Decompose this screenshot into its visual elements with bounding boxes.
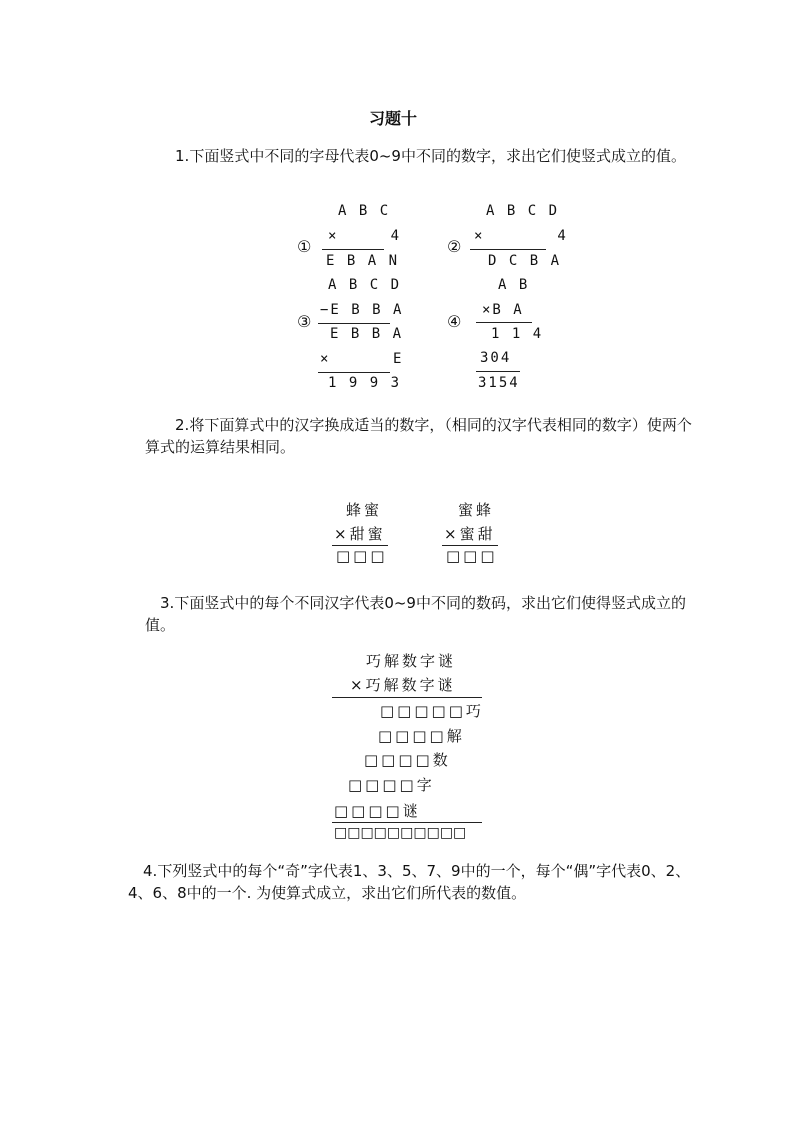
problem-2-text <box>145 414 705 458</box>
figure-2b-row-1: 蜜蜂 <box>458 501 495 519</box>
figure-1-row-2: × 4 <box>328 228 402 244</box>
figure-2-row-3: D C B A <box>488 253 562 269</box>
problem-number: 3. <box>160 594 175 612</box>
figure-2a-rule <box>332 545 388 546</box>
figure-1-row-3: E B A N <box>326 253 400 269</box>
figure-2a-row-3: □□□ <box>336 547 388 565</box>
figure-3x-rule-1 <box>332 697 482 698</box>
figure-label-1: ① <box>297 237 312 256</box>
problem-statement: 下面竖式中的每个不同汉字代表0~9中不同的数码，求出它们使得竖式成立的值。 <box>145 594 686 634</box>
figure-2a-row-1: 蜂蜜 <box>346 501 383 519</box>
page-title: 习题十 <box>369 109 418 128</box>
figure-4-rule-1 <box>476 322 532 323</box>
figure-label-4: ④ <box>447 312 462 331</box>
figure-2-row-2: × 4 <box>474 228 568 244</box>
figure-4-row-3: 1 1 4 <box>491 326 544 342</box>
problem-statement: 将下面算式中的汉字换成适当的数字，（相同的汉字代表相同的数字）使两个算式的运算结果相同。 <box>145 416 692 456</box>
figure-3-rule-1 <box>318 323 390 324</box>
figure-4-row-2: ×B A <box>482 302 524 318</box>
figure-3-rule-2 <box>318 372 390 373</box>
figure-3-row-2: −E B B A <box>320 302 404 318</box>
figure-label-3: ③ <box>297 312 312 331</box>
figure-3x-row-8: □□□□□□□□□□ <box>334 825 467 841</box>
figure-2b-row-2: ×蜜甜 <box>444 525 496 543</box>
figure-3-row-4: × E <box>320 351 404 367</box>
figure-1-rule <box>322 249 384 250</box>
figure-3-row-1: A B C D <box>328 277 402 293</box>
figure-3x-row-3: □□□□□巧 <box>380 702 484 720</box>
figure-2a-row-2: ×甜蜜 <box>334 525 386 543</box>
figure-2-rule <box>470 249 546 250</box>
problem-statement: 下列竖式中的每个“奇”字代表1、3、5、7、9中的一个，每个“偶”字代表0、2、4、6、8中的一个. 为使算式成立，求出它们所代表的数值。 <box>128 862 691 902</box>
figure-2-row-1: A B C D <box>486 203 560 219</box>
figure-3x-row-6: □□□□字 <box>348 776 435 794</box>
figure-2b-rule <box>442 545 498 546</box>
problem-4-text <box>128 860 693 904</box>
figure-3x-row-2: ×巧解数字谜 <box>350 676 456 694</box>
figure-3x-row-1: 巧解数字谜 <box>366 652 457 670</box>
figure-3x-row-7: □□□□谜 <box>334 802 421 820</box>
figure-label-2: ② <box>447 237 462 256</box>
figure-3-row-3: E B B A <box>330 326 404 342</box>
figure-1-row-1: A B C <box>338 203 391 219</box>
problem-3-text <box>145 592 705 636</box>
figure-2b-row-3: □□□ <box>446 547 498 565</box>
figure-3-row-5: 1 9 9 3 <box>328 375 402 391</box>
figure-3x-rule-2 <box>332 822 482 823</box>
figure-3x-row-5: □□□□数 <box>364 751 451 769</box>
figure-4-row-1: A B <box>498 277 530 293</box>
figure-3x-row-4: □□□□解 <box>378 727 465 745</box>
problem-1-text <box>145 145 705 167</box>
problem-number: 1. <box>175 147 190 165</box>
problem-number: 4. <box>143 862 158 880</box>
problem-statement: 下面竖式中不同的字母代表0~9中不同的数字，求出它们使竖式成立的值。 <box>189 147 686 165</box>
problem-number: 2. <box>175 416 190 434</box>
figure-4-row-4: 304 <box>480 350 512 366</box>
figure-4-row-5: 3154 <box>478 375 520 391</box>
figure-4-rule-2 <box>476 371 520 372</box>
